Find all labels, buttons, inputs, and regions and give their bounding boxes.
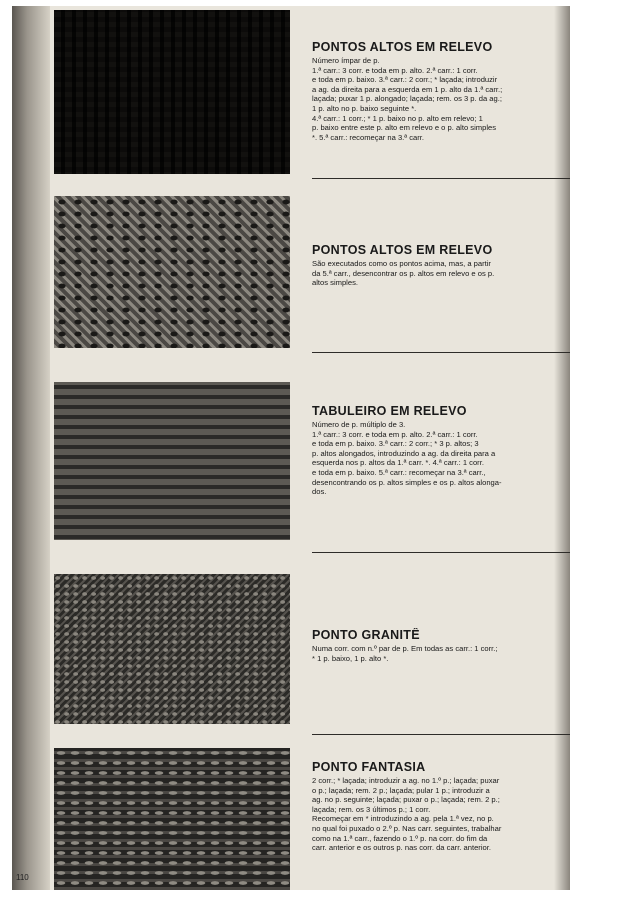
section-tabuleiro-em-relevo	[312, 404, 566, 497]
divider-line	[312, 178, 570, 179]
text-line: ag. no p. seguinte; laçada; puxar o p.; laçada; rem. 2 p.;	[312, 795, 500, 805]
swatch-photo-3	[54, 382, 290, 540]
swatch-photo-2	[54, 196, 290, 348]
text-line: 2 corr.; * laçada; introduzir a ag. no 1.º p.; laçada; puxar	[312, 776, 500, 785]
section-pontos-altos-em-relevo	[312, 40, 566, 142]
text-line: como na 1.ª carr., fazendo o 1.º p. na corr. do fim da	[312, 833, 488, 843]
text-line: Recomeçar em * introduzindo a ag. pela 1.ª vez, no p.	[312, 814, 494, 824]
text-line: 1 p. alto no p. baixo seguinte *.	[312, 103, 417, 113]
text-line: 1.ª carr.: 3 corr. e toda em p. alto. 2.ª carr.: 1 corr.	[312, 65, 478, 75]
section-pontos-altos-em-relevo-variation	[312, 243, 566, 288]
section-title: PONTO FANTASIA	[312, 760, 426, 774]
text-line: o p.; laçada; rem. 2 p.; laçada; pular 1 p.; introduzir a	[312, 785, 490, 795]
text-line: laçada; puxar 1 p. alongado; laçada; rem. os 3 p. da ag.;	[312, 94, 502, 104]
section-title: PONTOS ALTOS EM RELEVO	[312, 243, 493, 257]
text-line: 4.ª carr.: 1 corr.; * 1 p. baixo no p. alto em relevo; 1	[312, 113, 483, 123]
text-line: e toda em p. baixo. 5.ª carr.: recomeçar na 3.ª carr.,	[312, 467, 486, 477]
text-line: no qual foi puxado o 2.º p. Nas carr. seguintes, trabalhar	[312, 823, 502, 833]
divider-line	[312, 552, 570, 553]
page-number: 110	[16, 873, 29, 882]
scanned-page	[12, 6, 570, 890]
section-title: PONTOS ALTOS EM RELEVO	[312, 40, 493, 54]
text-line: laçada; rem. os 3 últimos p.; 1 corr.	[312, 804, 431, 814]
text-line: p. baixo entre este p. alto em relevo e o p. alto simples	[312, 123, 497, 133]
section-title: TABULEIRO EM RELEVO	[312, 404, 467, 418]
text-line: Número ímpar de p.	[312, 56, 380, 65]
section-ponto-fantasia	[312, 760, 566, 853]
text-line: * 1 p. baixo, 1 p. alto *.	[312, 653, 389, 663]
text-line: da 5.ª carr., desencontrar os p. altos em relevo e os p.	[312, 268, 495, 278]
divider-line	[312, 352, 570, 353]
text-line: altos simples.	[312, 278, 359, 288]
swatch-photo-1	[54, 10, 290, 174]
text-line: dos.	[312, 487, 327, 497]
text-line: e toda em p. baixo. 3.ª carr.: 2 corr.; * laçada; introduzir	[312, 75, 498, 85]
text-line: Número de p. múltiplo de 3.	[312, 420, 406, 429]
swatch-photo-5	[54, 748, 290, 890]
text-line: p. altos alongados, introduzindo a ag. da direita para a	[312, 448, 496, 458]
text-line: a ag. da direita para a esquerda em 1 p. alto da 1.ª carr.;	[312, 84, 503, 94]
text-line: São executados como os pontos acima, mas, a partir	[312, 259, 491, 268]
section-ponto-granite	[312, 628, 566, 663]
text-line: *. 5.ª carr.: recomeçar na 3.ª carr.	[312, 132, 424, 142]
text-line: 1.ª carr.: 3 corr. e toda em p. alto. 2.ª carr.: 1 corr.	[312, 429, 478, 439]
text-line: desencontrando os p. altos simples e os p. altos alonga-	[312, 477, 502, 487]
swatch-photo-4	[54, 574, 290, 724]
text-line: esquerda nos p. altos da 1.ª carr. *. 4.ª carr.: 1 corr.	[312, 458, 484, 468]
divider-line	[312, 734, 570, 735]
section-title: PONTO GRANITÊ	[312, 628, 420, 642]
page-gutter-shadow	[12, 6, 50, 890]
text-line: Numa corr. com n.º par de p. Em todas as carr.: 1 corr.;	[312, 644, 498, 653]
text-line: e toda em p. baixo. 3.ª carr.: 2 corr.; * 3 p. altos; 3	[312, 439, 479, 449]
text-line: carr. anterior e os outros p. nas corr. da carr. anterior.	[312, 843, 491, 853]
